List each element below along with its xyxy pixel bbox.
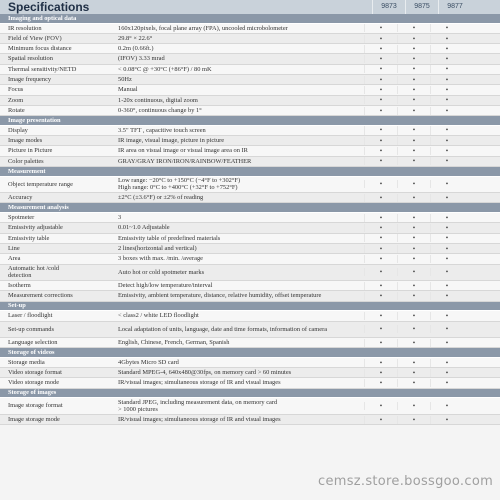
spec-row <box>0 291 500 301</box>
model-availability-mark: • <box>364 402 397 410</box>
spec-value: Emissivity, ambient temperature, distance, relative humidity, offset temperature <box>118 292 322 300</box>
model-availability-mark: • <box>364 359 397 367</box>
spec-row <box>0 136 500 146</box>
model-availability-mark: • <box>397 157 430 165</box>
spec-row <box>0 193 500 203</box>
spec-value: < 0.08°C @ +30°C (+86°F) / 80 mK <box>118 65 212 73</box>
spec-row <box>0 254 500 264</box>
spec-row <box>0 234 500 244</box>
model-availability-mark: • <box>364 292 397 300</box>
model-availability-mark: • <box>430 157 463 165</box>
spec-label: Video storage format <box>8 369 62 377</box>
spec-label: Area <box>8 255 21 263</box>
spec-row <box>0 244 500 254</box>
spec-label: Accuracy <box>8 194 33 202</box>
spec-label: Emissivity table <box>8 234 50 242</box>
spec-row <box>0 85 500 95</box>
watermark: cemsz.store.bossgoo.com <box>318 474 494 489</box>
spec-value: 0.01~1.0 Adjustable <box>118 224 170 232</box>
model-availability-mark: • <box>397 35 430 43</box>
spec-value: < class2 / white LED floodlight <box>118 312 199 320</box>
spec-value: Local adaptation of units, language, date and time formats, information of camera <box>118 325 328 333</box>
model-availability-mark: • <box>397 65 430 73</box>
model-availability-mark: • <box>397 76 430 84</box>
spec-label: Emissivity adjustable <box>8 224 63 232</box>
spec-label: Minimum focus distance <box>8 45 72 53</box>
spec-row <box>0 398 500 415</box>
model-availability-mark: • <box>364 234 397 242</box>
model-availability-mark: • <box>430 96 463 104</box>
spec-row <box>0 106 500 116</box>
model-availability-mark: • <box>364 416 397 424</box>
model-availability-mark: • <box>430 107 463 115</box>
model-availability-mark: • <box>397 96 430 104</box>
spec-value: Standard JPEG, including measurement data, on memory card > 1000 pictures <box>118 398 278 414</box>
spec-row <box>0 281 500 291</box>
spec-value: IR/visual images; simultaneous storage of IR and visual images <box>118 415 281 423</box>
spec-row <box>0 54 500 64</box>
model-availability-mark: • <box>430 339 463 347</box>
spec-value: 160x120pixels, focal plane array (FPA), uncooled microbolometer <box>118 24 288 32</box>
spec-row <box>0 213 500 223</box>
model-availability-mark: • <box>397 245 430 253</box>
model-availability-mark: • <box>364 255 397 263</box>
spec-row <box>0 358 500 368</box>
spec-label: Display <box>8 126 28 134</box>
spec-value: 3.5" TFT , capacitive touch screen <box>118 126 206 134</box>
spec-label: Picture in Picture <box>8 147 53 155</box>
spec-value: (IFOV) 3.33 mrad <box>118 55 165 63</box>
model-availability-mark: • <box>364 24 397 32</box>
spec-value: IR image, visual image, picture in picture <box>118 137 225 145</box>
model-availability-mark: • <box>397 402 430 410</box>
spec-label: Color palettes <box>8 157 44 165</box>
model-availability-mark: • <box>397 312 430 320</box>
model-availability-mark: • <box>364 325 397 333</box>
model-availability-mark: • <box>430 194 463 202</box>
spec-label: Focus <box>8 86 24 94</box>
spec-value: 0.2m (0.66ft.) <box>118 45 154 53</box>
model-availability-mark: • <box>364 147 397 155</box>
model-availability-mark: • <box>397 359 430 367</box>
model-availability-mark: • <box>364 369 397 377</box>
spec-row <box>0 415 500 425</box>
spec-row <box>0 265 500 282</box>
model-availability-mark: • <box>364 245 397 253</box>
model-availability-mark: • <box>364 86 397 94</box>
model-availability-mark: • <box>397 86 430 94</box>
section-header: Storage of images <box>0 389 500 399</box>
model-availability-mark: • <box>397 45 430 53</box>
spec-value: 2 lines(horizontal and vertical) <box>118 244 197 252</box>
spec-label: Field of View (FOV) <box>8 34 62 42</box>
spec-value: IR area on visual image or visual image area on IR <box>118 147 248 155</box>
spec-label: Line <box>8 244 20 252</box>
section-header: Image presentation <box>0 116 500 126</box>
section-header: Measurement analysis <box>0 203 500 213</box>
model-availability-mark: • <box>397 224 430 232</box>
spec-label: Storage media <box>8 358 45 366</box>
model-availability-mark: • <box>430 268 463 276</box>
model-availability-mark: • <box>364 214 397 222</box>
spec-value: Low range: −20°C to +150°C (−4°F to +302°F) High range: 0°C to +400°C (+32°F to +752°F) <box>118 177 241 192</box>
model-availability-mark: • <box>430 76 463 84</box>
model-availability-mark: • <box>430 45 463 53</box>
model-availability-mark: • <box>364 312 397 320</box>
spec-value: Standard MPEG-4, 640x480@30fps, on memory card > 60 minutes <box>118 369 292 377</box>
spec-value: GRAY/GRAY IRON/IRON/RAINBOW/FEATHER <box>118 157 252 165</box>
model-availability-mark: • <box>364 96 397 104</box>
model-availability-mark: • <box>397 379 430 387</box>
spec-value: 4Gbytes Micro SD card <box>118 358 179 366</box>
model-availability-mark: • <box>364 339 397 347</box>
spec-row <box>0 322 500 339</box>
spec-label: Isotherm <box>8 281 31 289</box>
spec-value: 29.8° × 22.6° <box>118 34 153 42</box>
spec-row <box>0 311 500 321</box>
spec-label: Automatic hot /cold detection <box>8 264 60 280</box>
spec-label: Video storage mode <box>8 379 60 387</box>
spec-value: English, Chinese, French, German, Spanish <box>118 338 230 346</box>
model-availability-mark: • <box>397 194 430 202</box>
model-availability-mark: • <box>397 24 430 32</box>
spec-label: Spotmeter <box>8 214 35 221</box>
model-availability-mark: • <box>430 180 463 188</box>
model-availability-mark: • <box>430 65 463 73</box>
spec-label: Object temperature range <box>8 180 73 188</box>
spec-row <box>0 368 500 378</box>
model-availability-mark: • <box>430 86 463 94</box>
spec-label: Language selection <box>8 338 58 346</box>
spec-value: Auto hot or cold spotmeter marks <box>118 268 205 276</box>
model-availability-mark: • <box>430 369 463 377</box>
spec-row <box>0 378 500 388</box>
spec-label: Rotate <box>8 106 25 114</box>
spec-label: Set-up commands <box>8 325 54 333</box>
model-availability-mark: • <box>430 35 463 43</box>
spec-row <box>0 338 500 348</box>
model-availability-mark: • <box>364 180 397 188</box>
model-availability-mark: • <box>397 107 430 115</box>
model-availability-mark: • <box>364 379 397 387</box>
spec-label: IR resolution <box>8 24 42 32</box>
section-header: Storage of videos <box>0 348 500 358</box>
model-availability-mark: • <box>397 339 430 347</box>
model-availability-mark: • <box>397 255 430 263</box>
spec-row <box>0 65 500 75</box>
model-availability-mark: • <box>364 282 397 290</box>
model-availability-mark: • <box>430 55 463 63</box>
model-availability-mark: • <box>364 35 397 43</box>
model-availability-mark: • <box>430 359 463 367</box>
spec-value: 1-20x continuous, digital zoom <box>118 96 198 104</box>
model-availability-mark: • <box>430 325 463 333</box>
model-availability-mark: • <box>364 157 397 165</box>
model-availability-mark: • <box>430 402 463 410</box>
model-availability-mark: • <box>430 312 463 320</box>
model-availability-mark: • <box>430 416 463 424</box>
spec-label: Image storage format <box>8 402 63 410</box>
model-availability-mark: • <box>430 292 463 300</box>
model-availability-mark: • <box>397 55 430 63</box>
model-availability-mark: • <box>397 369 430 377</box>
model-column-header: 9873 <box>372 0 405 14</box>
model-availability-mark: • <box>397 268 430 276</box>
spec-header <box>0 0 500 14</box>
model-availability-mark: • <box>397 282 430 290</box>
spec-label: Spatial resolution <box>8 55 53 63</box>
model-column-header: 9877 <box>438 0 471 14</box>
spec-row <box>0 96 500 106</box>
model-availability-mark: • <box>364 126 397 134</box>
spec-value: Detect high/low temperature/interval <box>118 281 213 289</box>
model-availability-mark: • <box>397 325 430 333</box>
spec-label: Measurement corrections <box>8 292 73 300</box>
model-availability-mark: • <box>430 137 463 145</box>
model-availability-mark: • <box>364 137 397 145</box>
spec-row <box>0 75 500 85</box>
spec-row <box>0 157 500 167</box>
model-availability-mark: • <box>397 416 430 424</box>
model-availability-mark: • <box>397 234 430 242</box>
spec-label: Thermal sensitivity/NETD <box>8 65 77 73</box>
model-availability-mark: • <box>397 147 430 155</box>
model-availability-mark: • <box>364 268 397 276</box>
spec-value: Emissivity table of predefined materials <box>118 234 221 242</box>
model-availability-mark: • <box>364 45 397 53</box>
spec-row <box>0 177 500 194</box>
section-header: Set-up <box>0 302 500 312</box>
model-availability-mark: • <box>364 224 397 232</box>
model-availability-mark: • <box>430 24 463 32</box>
spec-label: Image frequency <box>8 76 52 84</box>
model-availability-mark: • <box>364 194 397 202</box>
model-column-header: 9875 <box>405 0 438 14</box>
page-title: Specifications <box>8 0 90 14</box>
spec-row <box>0 146 500 156</box>
spec-value: ±2°C (±3.6°F) or ±2% of reading <box>118 194 204 202</box>
model-availability-mark: • <box>397 214 430 222</box>
model-availability-mark: • <box>364 76 397 84</box>
spec-table <box>0 14 500 425</box>
spec-label: Image storage mode <box>8 415 60 423</box>
spec-label: Laser / floodlight <box>8 312 53 320</box>
spec-value: IR/visual images; simultaneous storage of IR and visual images <box>118 379 281 387</box>
spec-label: Zoom <box>8 96 24 104</box>
spec-row <box>0 44 500 54</box>
model-availability-mark: • <box>364 55 397 63</box>
model-availability-mark: • <box>430 282 463 290</box>
model-availability-mark: • <box>397 292 430 300</box>
model-availability-mark: • <box>430 245 463 253</box>
spec-value: 50Hz <box>118 76 132 84</box>
model-availability-mark: • <box>397 180 430 188</box>
model-availability-mark: • <box>430 126 463 134</box>
model-availability-mark: • <box>364 65 397 73</box>
spec-row <box>0 223 500 233</box>
model-availability-mark: • <box>430 379 463 387</box>
model-availability-mark: • <box>397 126 430 134</box>
spec-row <box>0 34 500 44</box>
model-availability-mark: • <box>430 224 463 232</box>
spec-label: Image modes <box>8 137 43 145</box>
spec-value: Manual <box>118 86 138 94</box>
spec-value: 3 <box>118 214 122 221</box>
model-availability-mark: • <box>364 107 397 115</box>
spec-value: 3 boxes with max. /min. /average <box>118 255 204 263</box>
model-availability-mark: • <box>430 147 463 155</box>
spec-value: 0-360°, continuous change by 1° <box>118 106 202 114</box>
section-header: Measurement <box>0 167 500 177</box>
model-availability-mark: • <box>430 214 463 222</box>
spec-row <box>0 24 500 34</box>
spec-row <box>0 126 500 136</box>
model-availability-mark: • <box>430 255 463 263</box>
model-availability-mark: • <box>397 137 430 145</box>
model-availability-mark: • <box>430 234 463 242</box>
section-header: Imaging and optical data <box>0 14 500 24</box>
